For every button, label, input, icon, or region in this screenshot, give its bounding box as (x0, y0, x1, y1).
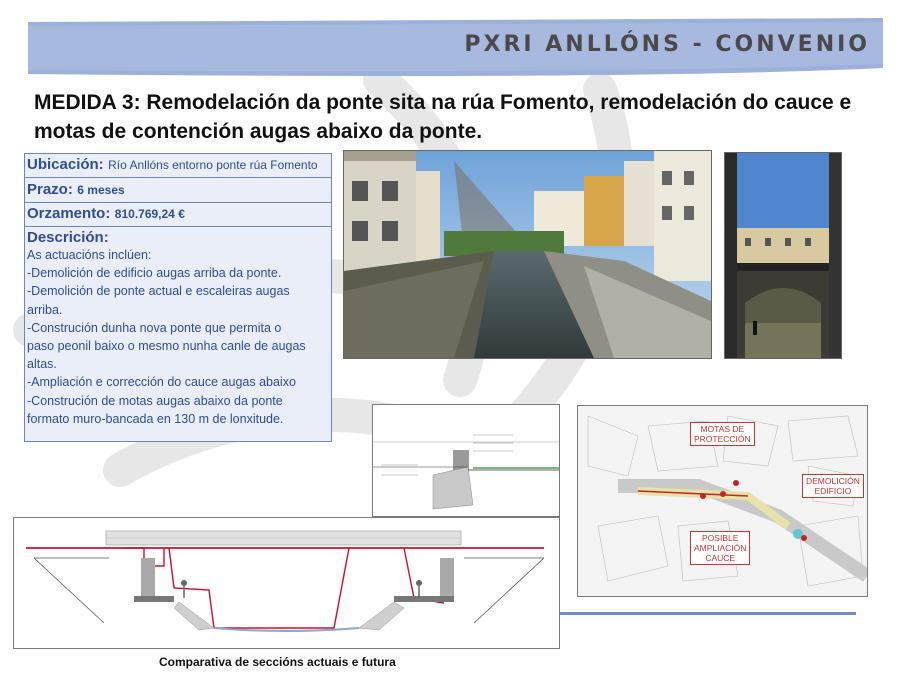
location-value: Río Anllóns entorno ponte rúa Fomento (108, 158, 318, 172)
section-comparison-drawing (13, 517, 560, 649)
location-label: Ubicación: (27, 156, 104, 173)
description-line: -Construción dunha nova ponte que permita o (27, 320, 282, 335)
description-line: As actuacións inclúen: (27, 248, 152, 262)
description-line: arriba. (27, 302, 63, 317)
description-line: -Demolición de edificio augas arriba da ponte. (27, 266, 282, 281)
description-label: Descrición: (27, 229, 109, 246)
description-line: -Construción de motas augas abaixo da ponte (27, 393, 283, 408)
bridge-photo (724, 152, 842, 359)
site-map (577, 405, 868, 597)
map-label-demolicion (802, 474, 864, 498)
deadline-label: Prazo: (27, 181, 73, 198)
map-label-posible (690, 531, 750, 565)
location-row (25, 154, 331, 178)
description-line: -Demolición de ponte actual e escaleiras augas (27, 284, 290, 299)
deadline-value: 6 meses (77, 183, 125, 197)
map-label-line: MOTAS DE (700, 424, 745, 434)
description-block (25, 227, 331, 430)
map-label-line: DEMOLICIÓN (806, 476, 860, 486)
map-label-line: CAUCE (705, 553, 736, 563)
budget-row (25, 203, 331, 227)
budget-value: 810.769,24 € (114, 207, 185, 221)
budget-label: Orzamento: (27, 205, 111, 222)
map-label-motas (690, 422, 755, 446)
info-panel (24, 153, 332, 442)
section-caption: Comparativa de seccións actuais e futura (159, 655, 396, 669)
page-title: MEDIDA 3: Remodelación da ponte sita na rúa Fomento, remodelación do cauce e motas de contención augas abaixo da ponte. (34, 91, 852, 143)
map-label-line: PROTECCIÓN (694, 434, 751, 444)
map-label-line: AMPLIACIÓN (694, 543, 747, 553)
header-title: PXRI ANLLÓNS - CONVENIO (464, 32, 870, 57)
river-photo (343, 150, 712, 359)
accent-rule (560, 612, 856, 615)
map-label-line: POSIBLE (702, 533, 739, 543)
cross-section-detail (372, 404, 560, 517)
description-line: formato muro-bancada en 130 m de lonxitude. (27, 411, 284, 426)
description-line: paso peonil baixo o mesmo nunha canle de augas (27, 339, 306, 354)
deadline-row (25, 178, 331, 203)
map-label-line: EDIFICIO (814, 486, 852, 496)
description-line: altas. (27, 357, 57, 372)
description-line: -Ampliación e corrección do cauce augas abaixo (27, 375, 296, 390)
